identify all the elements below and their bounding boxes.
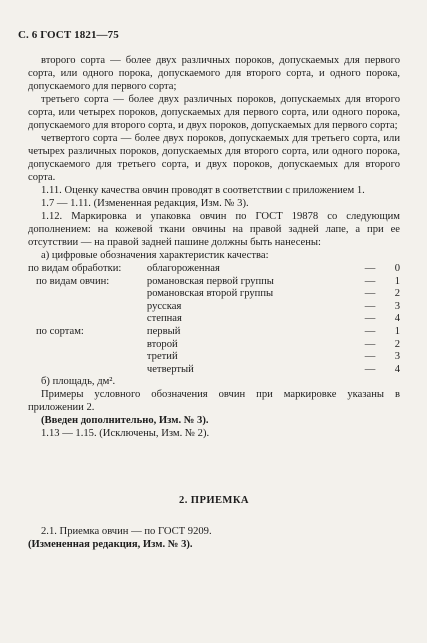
code-dash: —: [364, 351, 376, 363]
code-dash: —: [364, 363, 376, 375]
code-dash: —: [364, 275, 376, 287]
code-value: 2: [394, 338, 400, 350]
code-item: первый: [146, 325, 181, 337]
code-dash: —: [364, 338, 376, 350]
code-group: [28, 300, 147, 313]
code-row: [28, 312, 400, 325]
code-row: [28, 338, 400, 351]
code-row: [28, 350, 400, 363]
code-group: по видам овчин:: [36, 275, 110, 287]
paragraph-fourth-grade: четвертого сорта — более двух пороков, допускаемых для третьего сорта, или четырех различных пороков, допускаемых для второго сорта, или одного порока, допускаемого для третьего сорта, и двух пороков, допускаемых для второго сорта.: [28, 133, 400, 183]
code-group: по сортам:: [36, 325, 84, 337]
code-item: второй: [146, 338, 178, 350]
code-value: 1: [394, 275, 400, 287]
code-value: 0: [394, 263, 400, 274]
paragraph-2-1: 2.1. Приемка овчин — по ГОСТ 9209.: [41, 526, 212, 538]
code-dash: —: [364, 313, 376, 325]
document-body: [28, 54, 400, 551]
code-group: [28, 287, 147, 300]
list-item-b: б) площадь, дм².: [41, 376, 116, 388]
code-row: [28, 287, 400, 300]
code-item: русская: [146, 300, 182, 312]
code-row: [28, 262, 400, 275]
code-item: романовская первой группы: [146, 275, 274, 287]
paragraph-second-grade: второго сорта — более двух различных пороков, допускаемых для первого сорта, или одного порока, допускаемого для второго сорта, и одного порока, допускаемого для первого сорта;: [28, 55, 400, 92]
code-value: 2: [394, 288, 400, 300]
code-row: [28, 300, 400, 313]
code-group: [28, 350, 147, 363]
code-value: 4: [394, 363, 400, 375]
paragraph-third-grade: третьего сорта — более двух различных пороков, допускаемых для второго сорта, или четырех пороков, допускаемых для первого сорта, или одного порока, допускаемого для второго сорта, и двух пороков, допускаемых для первого сорта;: [28, 94, 400, 131]
paragraph-1-11: 1.11. Оценку качества овчин проводят в соответствии с приложением 1.: [41, 185, 365, 196]
code-dash: —: [364, 300, 376, 312]
quality-codes-table: [28, 262, 400, 375]
code-item: романовская второй группы: [146, 288, 274, 300]
code-value: 4: [394, 313, 400, 325]
paragraph-1-12: 1.12. Маркировка и упаковка овчин по ГОСТ 19878 со следующим дополнением: на кожевой ткани овчины на правой задней лапе, а при ее отсутствии — на правой задней пашине должны быть нанесены:: [28, 211, 400, 248]
code-row: [28, 325, 400, 338]
code-value: 1: [394, 325, 400, 337]
code-group: [28, 338, 147, 351]
code-dash: —: [364, 288, 376, 300]
amendment-note-4: (Измененная редакция, Изм. № 3).: [28, 539, 193, 551]
code-dash: —: [364, 263, 376, 274]
code-dash: —: [364, 325, 376, 337]
code-item: третий: [146, 351, 178, 363]
code-item: облагороженная: [146, 263, 220, 274]
code-group: [28, 363, 147, 376]
code-value: 3: [394, 351, 400, 363]
code-group: по видам обработки:: [28, 263, 122, 274]
amendment-note-2: (Введен дополнительно, Изм. № 3).: [41, 415, 209, 427]
section-title: 2. ПРИЕМКА: [179, 495, 249, 507]
code-group: [28, 312, 147, 325]
code-row: [28, 275, 400, 288]
code-item: четвертый: [146, 363, 194, 375]
list-item-a: а) цифровые обозначения характеристик качества:: [41, 250, 269, 261]
amendment-note-1: 1.7 — 1.11. (Измененная редакция, Изм. № 3).: [41, 198, 249, 209]
code-row: [28, 363, 400, 376]
code-value: 3: [394, 300, 400, 312]
code-item: степная: [146, 313, 182, 325]
page-header: С. 6 ГОСТ 1821—75: [18, 29, 119, 41]
amendment-note-3: 1.13 — 1.15. (Исключены, Изм. № 2).: [41, 428, 210, 440]
paragraph-examples: Примеры условного обозначения овчин при маркировке указаны в приложении 2.: [28, 389, 400, 414]
